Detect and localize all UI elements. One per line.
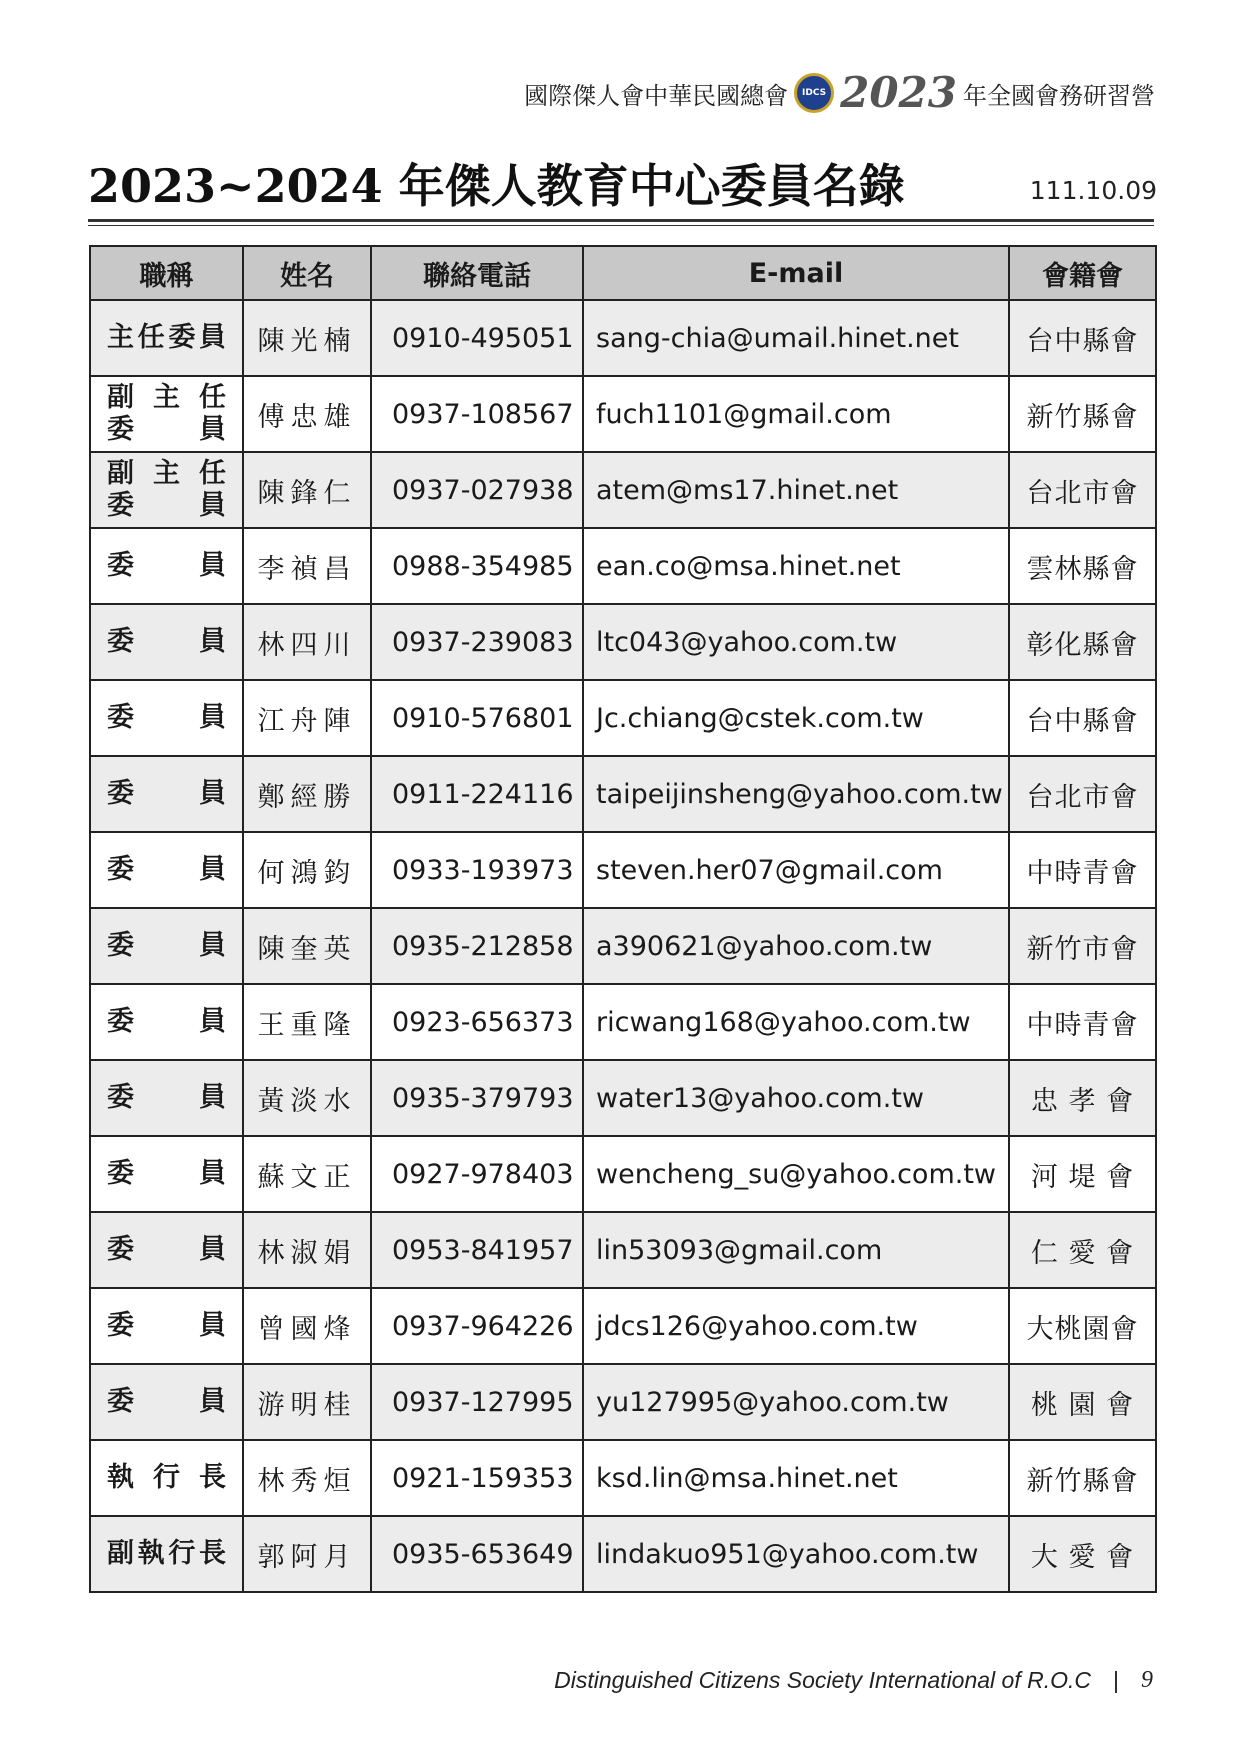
cell-club: 台北市會	[1009, 756, 1156, 832]
table-row	[90, 604, 1156, 680]
cell-email: fuch1101@gmail.com	[583, 376, 1009, 452]
cell-name: 李禎昌	[243, 528, 371, 604]
cell-name: 陳奎英	[243, 908, 371, 984]
table-row	[90, 680, 1156, 756]
cell-club: 新竹縣會	[1009, 376, 1156, 452]
table-row	[90, 908, 1156, 984]
page-header	[524, 68, 1155, 117]
cell-name: 林秀烜	[243, 1440, 371, 1516]
cell-club: 台北市會	[1009, 452, 1156, 528]
cell-title	[90, 1516, 243, 1592]
cell-title	[90, 528, 243, 604]
title-line: 委 員	[107, 1082, 226, 1113]
page-number: 9	[1141, 1667, 1153, 1693]
committee-roster-table	[89, 245, 1157, 1593]
cell-phone: 0935-653649	[371, 1516, 583, 1592]
cell-email: yu127995@yahoo.com.tw	[583, 1364, 1009, 1440]
cell-title	[90, 1288, 243, 1364]
cell-email: taipeijinsheng@yahoo.com.tw	[583, 756, 1009, 832]
page-title: 2023~2024 年傑人教育中心委員名錄	[88, 159, 905, 213]
org-name: 國際傑人會中華民國總會	[524, 81, 789, 110]
table-header-row	[90, 246, 1156, 300]
title-line: 委 員	[107, 1006, 226, 1037]
cell-club: 大 愛 會	[1009, 1516, 1156, 1592]
title-line: 委 員	[107, 930, 226, 961]
cell-phone: 0935-212858	[371, 908, 583, 984]
table-row	[90, 1212, 1156, 1288]
cell-email: ean.co@msa.hinet.net	[583, 528, 1009, 604]
cell-email: lindakuo951@yahoo.com.tw	[583, 1516, 1009, 1592]
cell-title	[90, 376, 243, 452]
cell-phone: 0923-656373	[371, 984, 583, 1060]
cell-email: sang-chia@umail.hinet.net	[583, 300, 1009, 376]
table-row	[90, 300, 1156, 376]
cell-name: 江舟陣	[243, 680, 371, 756]
title-line: 主 任 委 員	[107, 322, 226, 353]
cell-name: 黃淡水	[243, 1060, 371, 1136]
title-line: 委 員	[107, 1234, 226, 1265]
event-name: 年全國會務研習營	[963, 81, 1155, 110]
table-row	[90, 1288, 1156, 1364]
footer-separator: |	[1113, 1667, 1119, 1693]
cell-name: 陳光楠	[243, 300, 371, 376]
cell-title	[90, 452, 243, 528]
cell-name: 傅忠雄	[243, 376, 371, 452]
cell-title	[90, 604, 243, 680]
cell-title	[90, 756, 243, 832]
title-line: 副 主 任	[107, 382, 226, 413]
cell-phone: 0937-127995	[371, 1364, 583, 1440]
title-line: 委 員	[107, 778, 226, 809]
column-header-name: 姓名	[243, 246, 371, 300]
cell-phone: 0927-978403	[371, 1136, 583, 1212]
cell-email: a390621@yahoo.com.tw	[583, 908, 1009, 984]
cell-email: Jc.chiang@cstek.com.tw	[583, 680, 1009, 756]
cell-name: 何鴻鈞	[243, 832, 371, 908]
cell-club: 台中縣會	[1009, 300, 1156, 376]
cell-title	[90, 832, 243, 908]
table-row	[90, 1516, 1156, 1592]
cell-name: 曾國烽	[243, 1288, 371, 1364]
table-row	[90, 832, 1156, 908]
cell-email: water13@yahoo.com.tw	[583, 1060, 1009, 1136]
table-row	[90, 528, 1156, 604]
title-line: 委 員	[107, 1158, 226, 1189]
cell-phone: 0933-193973	[371, 832, 583, 908]
footer-org-name: Distinguished Citizens Society International of R.O.C	[554, 1667, 1092, 1693]
table-row	[90, 452, 1156, 528]
title-line: 委 員	[107, 490, 226, 521]
cell-phone: 0935-379793	[371, 1060, 583, 1136]
cell-email: jdcs126@yahoo.com.tw	[583, 1288, 1009, 1364]
cell-title	[90, 1440, 243, 1516]
cell-club: 中時青會	[1009, 832, 1156, 908]
cell-email: wencheng_su@yahoo.com.tw	[583, 1136, 1009, 1212]
title-line: 委 員	[107, 1310, 226, 1341]
cell-phone: 0910-495051	[371, 300, 583, 376]
cell-title	[90, 1136, 243, 1212]
cell-email: atem@ms17.hinet.net	[583, 452, 1009, 528]
table-row	[90, 376, 1156, 452]
cell-name: 游明桂	[243, 1364, 371, 1440]
table-row	[90, 1060, 1156, 1136]
cell-title	[90, 1060, 243, 1136]
cell-phone: 0937-964226	[371, 1288, 583, 1364]
title-line: 委 員	[107, 550, 226, 581]
cell-club: 彰化縣會	[1009, 604, 1156, 680]
cell-phone: 0921-159353	[371, 1440, 583, 1516]
cell-phone: 0911-224116	[371, 756, 583, 832]
cell-phone: 0953-841957	[371, 1212, 583, 1288]
cell-email: steven.her07@gmail.com	[583, 832, 1009, 908]
cell-name: 陳鋒仁	[243, 452, 371, 528]
cell-title	[90, 1364, 243, 1440]
title-line: 委 員	[107, 854, 226, 885]
table-row	[90, 1136, 1156, 1212]
title-line: 副 主 任	[107, 458, 226, 489]
cell-title	[90, 984, 243, 1060]
cell-club: 桃 園 會	[1009, 1364, 1156, 1440]
cell-name: 鄭經勝	[243, 756, 371, 832]
cell-club: 仁 愛 會	[1009, 1212, 1156, 1288]
cell-title	[90, 908, 243, 984]
cell-club: 新竹市會	[1009, 908, 1156, 984]
cell-name: 林淑娟	[243, 1212, 371, 1288]
document-date: 111.10.09	[1029, 176, 1157, 205]
title-line: 委 員	[107, 702, 226, 733]
page-footer	[554, 1667, 1153, 1694]
title-line: 執 行 長	[107, 1462, 226, 1493]
cell-email: ltc043@yahoo.com.tw	[583, 604, 1009, 680]
cell-phone: 0937-027938	[371, 452, 583, 528]
cell-club: 大桃園會	[1009, 1288, 1156, 1364]
title-line: 副 執 行 長	[107, 1538, 226, 1569]
cell-club: 雲林縣會	[1009, 528, 1156, 604]
cell-email: lin53093@gmail.com	[583, 1212, 1009, 1288]
cell-title	[90, 300, 243, 376]
cell-title	[90, 1212, 243, 1288]
cell-name: 王重隆	[243, 984, 371, 1060]
cell-name: 蘇文正	[243, 1136, 371, 1212]
cell-club: 新竹縣會	[1009, 1440, 1156, 1516]
cell-phone: 0910-576801	[371, 680, 583, 756]
cell-club: 忠 孝 會	[1009, 1060, 1156, 1136]
cell-club: 河 堤 會	[1009, 1136, 1156, 1212]
idcs-logo-icon: IDCS	[794, 73, 834, 113]
cell-email: ricwang168@yahoo.com.tw	[583, 984, 1009, 1060]
cell-name: 林四川	[243, 604, 371, 680]
cell-phone: 0937-108567	[371, 376, 583, 452]
cell-name: 郭阿月	[243, 1516, 371, 1592]
table-row	[90, 1364, 1156, 1440]
cell-club: 台中縣會	[1009, 680, 1156, 756]
title-line: 委 員	[107, 626, 226, 657]
column-header-title: 職稱	[90, 246, 243, 300]
title-divider	[88, 219, 1154, 222]
column-header-club: 會籍會	[1009, 246, 1156, 300]
cell-title	[90, 680, 243, 756]
title-divider-thin	[88, 225, 1154, 226]
cell-email: ksd.lin@msa.hinet.net	[583, 1440, 1009, 1516]
table-row	[90, 984, 1156, 1060]
column-header-email: E-mail	[583, 246, 1009, 300]
table-row	[90, 1440, 1156, 1516]
title-line: 委 員	[107, 1386, 226, 1417]
table-row	[90, 756, 1156, 832]
cell-phone: 0937-239083	[371, 604, 583, 680]
column-header-phone: 聯絡電話	[371, 246, 583, 300]
cell-club: 中時青會	[1009, 984, 1156, 1060]
title-line: 委 員	[107, 414, 226, 445]
event-year: 2023	[840, 68, 957, 117]
cell-phone: 0988-354985	[371, 528, 583, 604]
